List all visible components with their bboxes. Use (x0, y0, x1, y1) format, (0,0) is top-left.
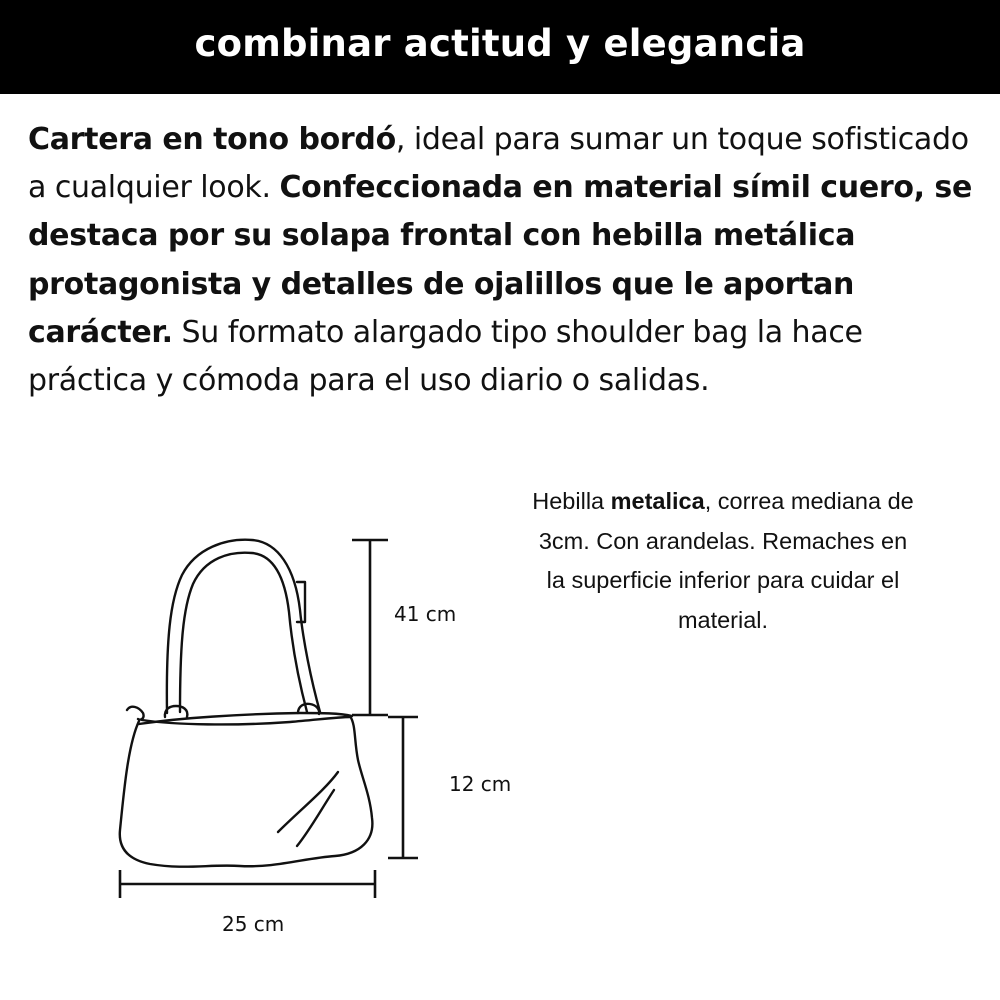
description-bold-material: Confeccionada en material símil cuero, se destaca por su solapa frontal con hebilla metálica protagonista y detalles de ojalillos que le aportan carácter. (28, 170, 973, 350)
feature-note-bold: metalica (610, 488, 705, 514)
bag-width-label: 25 cm (222, 912, 285, 936)
strap-outer-line (167, 540, 320, 713)
bag-fold-line-2 (297, 790, 334, 846)
bag-height-label: 12 cm (449, 772, 512, 796)
description-bold-intro: Cartera en tono bordó (28, 122, 396, 157)
page-title: combinar actitud y elegancia (194, 21, 806, 65)
strap-height-label: 41 cm (394, 602, 457, 626)
feature-note-prefix: Hebilla (532, 488, 611, 514)
left-strap-ring (165, 706, 187, 717)
description-format-text: Su formato alargado tipo shoulder bag la hace práctica y cómoda para el uso diario o salidas. (28, 314, 863, 399)
feature-note-suffix: , correa mediana de 3cm. Con arandelas. Remaches en la superficie inferior para cuidar el material. (538, 488, 914, 633)
strap-inner-line (180, 553, 307, 712)
description-intro-text: , ideal para sumar un toque sofisticado a cualquier look. (28, 122, 969, 206)
zipper-pull (127, 707, 144, 720)
bag-fold-line-1 (278, 772, 338, 832)
